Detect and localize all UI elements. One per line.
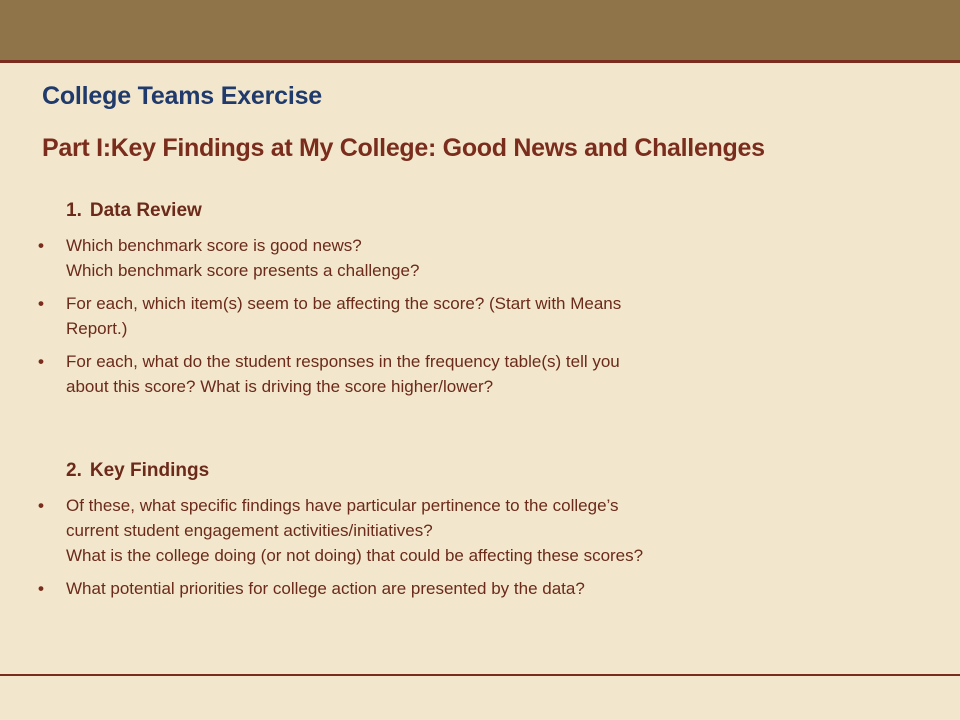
header-bar	[0, 0, 960, 60]
bullet-text-line: Which benchmark score presents a challenge?	[66, 261, 420, 280]
bullet-text-line: about this score? What is driving the score higher/lower?	[66, 377, 494, 396]
section-data-review	[38, 200, 826, 407]
section-key-findings	[38, 460, 826, 609]
bullet-icon: •	[38, 352, 44, 371]
header-divider	[0, 60, 960, 63]
bullet-text-line: For each, which item(s) seem to be affecting the score? (Start with Means	[66, 294, 622, 313]
footer-divider	[0, 674, 960, 676]
bullet-text-line: For each, what do the student responses in the frequency table(s) tell you	[66, 352, 620, 371]
bullet-text-line: current student engagement activities/initiatives?	[66, 521, 433, 540]
section-title: Key Findings	[89, 460, 210, 481]
bullet-text-line: Report.)	[66, 319, 128, 338]
slide-title: College Teams Exercise	[42, 82, 323, 110]
bullet-text-line: What potential priorities for college action are presented by the data?	[66, 579, 585, 598]
bullet-item	[0, 493, 826, 568]
bullet-text-line: Which benchmark score is good news?	[66, 236, 362, 255]
bullet-list	[38, 233, 826, 399]
bullet-item	[0, 349, 826, 399]
section-number: 2.	[66, 460, 82, 481]
bullet-text-line: Of these, what specific findings have particular pertinence to the college’s	[66, 496, 619, 515]
bullet-icon: •	[38, 294, 44, 313]
section-title: Data Review	[89, 200, 202, 221]
bullet-icon: •	[38, 579, 44, 598]
bullet-item	[0, 291, 826, 341]
bullet-icon: •	[38, 496, 44, 515]
section-heading	[66, 460, 826, 482]
section-number: 1.	[66, 200, 82, 221]
bullet-list	[38, 493, 826, 601]
bullet-icon: •	[38, 236, 44, 255]
bullet-text-line: What is the college doing (or not doing) that could be affecting these scores?	[66, 546, 644, 565]
bullet-item	[0, 576, 826, 601]
bullet-item	[0, 233, 826, 283]
slide-subtitle: Part I:Key Findings at My College: Good News and Challenges	[42, 134, 765, 162]
section-heading	[66, 200, 826, 222]
